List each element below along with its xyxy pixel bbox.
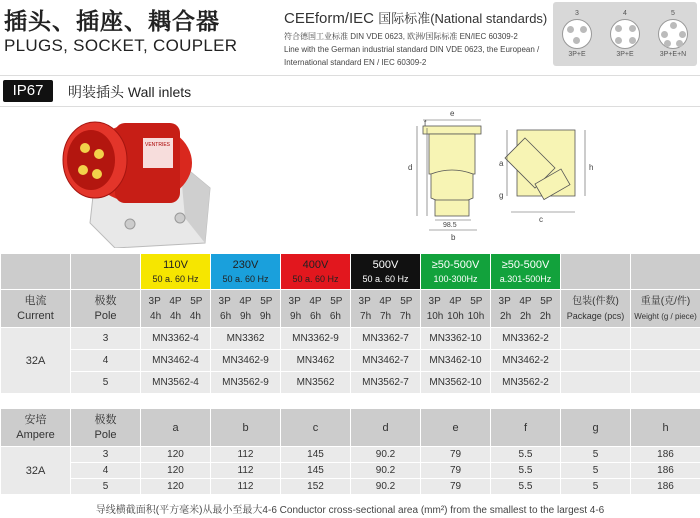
connector-face-icon bbox=[658, 19, 688, 49]
pole-cell: 3 bbox=[71, 447, 141, 463]
voltage-500v: 500V 50 a. 60 Hz bbox=[351, 254, 421, 290]
standard-line-2: Line with the German industrial standard DIN VDE 0623, the European / bbox=[284, 45, 540, 54]
header-pole: 极数 Pole bbox=[71, 290, 141, 328]
technical-drawing bbox=[395, 108, 595, 248]
footer-note: 导线横截面积(平方毫米)从最小至最大4-6 Conductor cross-sectional area (mm²) from the smallest to the largest 4-6 bbox=[95, 505, 605, 516]
dim-cell: 90.2 bbox=[351, 463, 421, 479]
dim-cell: 112 bbox=[211, 479, 281, 495]
dim-cell: 112 bbox=[211, 463, 281, 479]
dim-label-a: a bbox=[499, 159, 504, 168]
dim-cell: 5 bbox=[561, 479, 631, 495]
dim-cell: 120 bbox=[141, 463, 211, 479]
column-header-row bbox=[1, 290, 700, 328]
header-subcols: 3P 4P 5P 10h 10h 10h bbox=[421, 290, 491, 328]
title-english: PLUGS, SOCKET, COUPLER bbox=[4, 36, 238, 55]
table-row bbox=[1, 350, 700, 372]
table-row bbox=[1, 372, 700, 394]
header-subcols: 3P 4P 5P 7h 7h 7h bbox=[351, 290, 421, 328]
dim-label-h: h bbox=[589, 163, 594, 172]
dim-cell: 79 bbox=[421, 479, 491, 495]
header-package: 包装(件数) Package (pcs) bbox=[561, 290, 631, 328]
model-cell: MN3362-10 bbox=[421, 328, 491, 350]
dim-cell: 5.5 bbox=[491, 447, 561, 463]
model-cell: MN3462-9 bbox=[211, 350, 281, 372]
standard-line-1: 符合德国工业标准 DIN VDE 0623, 欧洲/国际标准 EN/IEC 60309-2 bbox=[284, 32, 518, 41]
dim-label-value: 98.5 bbox=[443, 222, 457, 229]
header-dim-a: a bbox=[141, 409, 211, 447]
dim-cell: 79 bbox=[421, 463, 491, 479]
pole-cell: 5 bbox=[71, 479, 141, 495]
connector-face-icon bbox=[610, 19, 640, 49]
model-cell: MN3462-4 bbox=[141, 350, 211, 372]
dim-cell: 145 bbox=[281, 447, 351, 463]
dimension-header-row bbox=[1, 409, 700, 447]
pole-cell: 3 bbox=[71, 328, 141, 350]
dim-cell: 186 bbox=[631, 463, 700, 479]
dim-cell: 120 bbox=[141, 447, 211, 463]
header-dim-f: f bbox=[491, 409, 561, 447]
current-cell: 32A bbox=[1, 328, 71, 394]
header-subcols: 3P 4P 5P 4h 4h 4h bbox=[141, 290, 211, 328]
connector-5pin: 5 3P+E+N bbox=[659, 10, 687, 58]
table-row bbox=[1, 463, 700, 479]
pole-cell: 4 bbox=[71, 350, 141, 372]
header-current: 电流 Current bbox=[1, 290, 71, 328]
table-row bbox=[1, 447, 700, 463]
model-table bbox=[0, 253, 700, 394]
model-cell: MN3362 bbox=[211, 328, 281, 350]
model-cell: MN3562-7 bbox=[351, 372, 421, 394]
header-ampere: 安培 Ampere bbox=[1, 409, 71, 447]
header-weight: 重量(克/件) Weight (g / piece) bbox=[631, 290, 700, 328]
standard-title: CEEform/IEC 国际标准(National standards) bbox=[284, 10, 548, 27]
model-cell: MN3362-4 bbox=[141, 328, 211, 350]
model-cell: MN3562 bbox=[281, 372, 351, 394]
model-cell: MN3362-7 bbox=[351, 328, 421, 350]
model-cell: MN3362-2 bbox=[491, 328, 561, 350]
dim-label-d: d bbox=[408, 163, 413, 172]
pole-cell: 4 bbox=[71, 463, 141, 479]
standard-line-3: International standard EN / IEC 60309-2 bbox=[284, 58, 427, 67]
dim-label-f: f bbox=[424, 119, 427, 128]
dim-cell: 5.5 bbox=[491, 479, 561, 495]
divider bbox=[0, 106, 700, 107]
dim-cell: 90.2 bbox=[351, 447, 421, 463]
product-photo bbox=[55, 108, 225, 248]
model-cell: MN3562-2 bbox=[491, 372, 561, 394]
divider bbox=[0, 75, 700, 76]
dim-cell: 152 bbox=[281, 479, 351, 495]
connector-3pin: 3 3P+E bbox=[557, 10, 597, 59]
voltage-high-freq-2: ≥50-500V a.301-500Hz bbox=[491, 254, 561, 290]
dim-cell: 186 bbox=[631, 479, 700, 495]
header-dim-g: g bbox=[561, 409, 631, 447]
voltage-high-freq-1: ≥50-500V 100-300Hz bbox=[421, 254, 491, 290]
header-subcols: 3P 4P 5P 9h 6h 6h bbox=[281, 290, 351, 328]
model-cell: MN3462 bbox=[281, 350, 351, 372]
dim-cell: 79 bbox=[421, 447, 491, 463]
dim-label-b: b bbox=[451, 233, 456, 242]
header-dim-d: d bbox=[351, 409, 421, 447]
dim-cell: 120 bbox=[141, 479, 211, 495]
voltage-header-row bbox=[1, 254, 700, 290]
dim-label-g: g bbox=[499, 191, 504, 200]
voltage-400v: 400V 50 a. 60 Hz bbox=[281, 254, 351, 290]
dim-cell: 5 bbox=[561, 463, 631, 479]
header-dim-b: b bbox=[211, 409, 281, 447]
model-cell: MN3462-2 bbox=[491, 350, 561, 372]
header-pole: 极数 Pole bbox=[71, 409, 141, 447]
ip-rating-badge: IP67 bbox=[3, 80, 53, 102]
voltage-230v: 230V 50 a. 60 Hz bbox=[211, 254, 281, 290]
header-subcols: 3P 4P 5P 2h 2h 2h bbox=[491, 290, 561, 328]
voltage-110v: 110V 50 a. 60 Hz bbox=[141, 254, 211, 290]
section-title: 明装插头 Wall inlets bbox=[68, 84, 192, 100]
dim-cell: 5 bbox=[561, 447, 631, 463]
model-cell: MN3462-10 bbox=[421, 350, 491, 372]
header-dim-h: h bbox=[631, 409, 700, 447]
title-chinese: 插头、插座、耦合器 bbox=[4, 8, 220, 34]
dim-cell: 90.2 bbox=[351, 479, 421, 495]
dim-label-c: c bbox=[539, 215, 543, 224]
product-label: VENTRIES bbox=[145, 142, 171, 148]
table-row bbox=[1, 328, 700, 350]
model-cell: MN3562-9 bbox=[211, 372, 281, 394]
dim-cell: 5.5 bbox=[491, 463, 561, 479]
connector-4pin: 4 3P+E bbox=[605, 10, 645, 59]
dim-cell: 112 bbox=[211, 447, 281, 463]
table-row bbox=[1, 479, 700, 495]
model-cell: MN3562-10 bbox=[421, 372, 491, 394]
connector-face-icon bbox=[562, 19, 592, 49]
current-cell: 32A bbox=[1, 447, 71, 495]
pole-cell: 5 bbox=[71, 372, 141, 394]
model-cell: MN3562-4 bbox=[141, 372, 211, 394]
dim-label-e: e bbox=[450, 109, 455, 118]
header-subcols: 3P 4P 5P 6h 9h 9h bbox=[211, 290, 281, 328]
dim-cell: 145 bbox=[281, 463, 351, 479]
model-cell: MN3362-9 bbox=[281, 328, 351, 350]
connector-pin-diagrams bbox=[553, 2, 697, 66]
header-dim-e: e bbox=[421, 409, 491, 447]
dim-cell: 186 bbox=[631, 447, 700, 463]
dimension-table bbox=[0, 408, 700, 495]
header-dim-c: c bbox=[281, 409, 351, 447]
model-cell: MN3462-7 bbox=[351, 350, 421, 372]
